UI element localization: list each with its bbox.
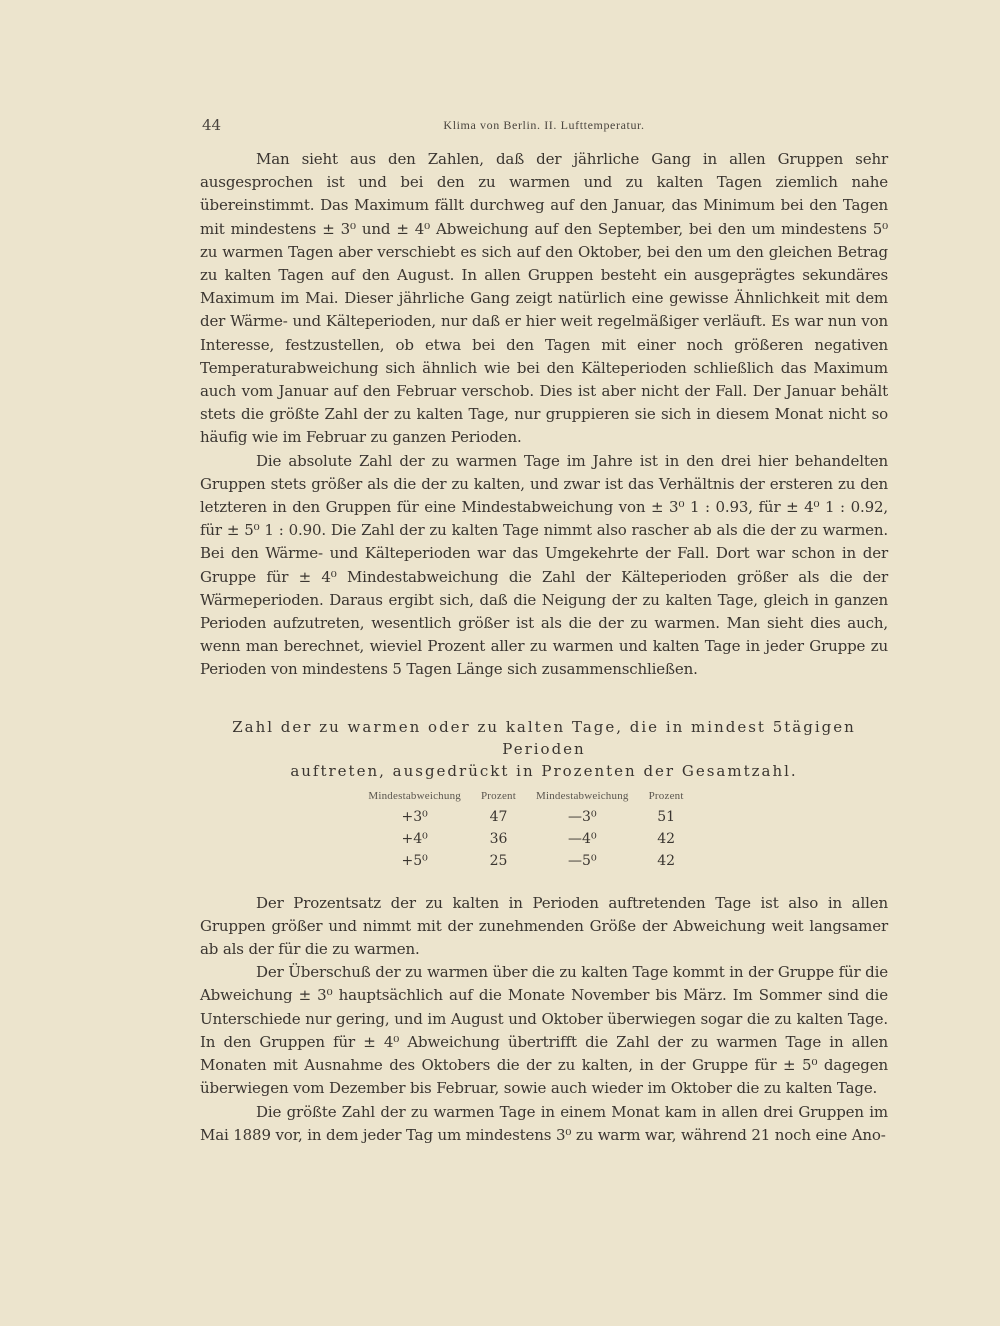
body-text [200,148,888,1147]
column-header: Mindestabweichung [536,789,629,802]
page-number: 44 [202,116,222,134]
paragraph: Der Prozentsatz der zu kalten in Perioden auftretenden Tage ist also in allen Gruppen größer und nimmt mit der zunehmenden Größe der Abweichung weit langsamer ab als der für die zu warmen. [200,893,888,959]
column-header: Mindestabweichung [368,789,461,802]
table-caption [200,716,888,782]
table-row [358,806,693,828]
paragraph: Man sieht aus den Zahlen, daß der jährliche Gang in allen Gruppen sehr ausgesprochen ist und bei den zu warmen und zu kalten Tagen ziemlich nahe übereinstimmt. Das Maximum fällt durchweg auf den Januar, das Minimum bei den Tagen mit mindestens ± 3⁰ und ± 4⁰ Abweichung auf den September, bei den um mindestens 5⁰ zu warmen Tagen aber verschiebt es sich auf den Oktober, bei den um den gleichen Betrag zu kalten Tagen auf den August. In allen Gruppen besteht ein ausgeprägtes sekundäres Maximum im Mai. Dieser jährliche Gang zeigt natürlich eine gewisse Ähnlichkeit mit dem der Wärme- und Kälteperioden, nur daß er hier weit regelmäßiger verläuft. Es war nun von Interesse, festzustellen, ob etwa bei den Tagen mit einer noch größeren negativen Temperaturabweichung sich ähnlich wie bei den Kälteperioden schließlich das Maximum auch vom Januar auf den Februar verschob. Dies ist aber nicht der Fall. Der Januar behält stets die größte Zahl der zu kalten Tage, nur gruppieren sie sich in diesem Monat nicht so häufig wie im Februar zu ganzen Perioden. [200,150,888,447]
page-header [200,116,888,136]
table-cell: 42 [657,830,676,847]
paragraph: Die größte Zahl der zu warmen Tage in einem Monat kam in allen drei Gruppen im Mai 1889 vor, in dem jeder Tag um mindestens 3⁰ zu warm war, während 21 noch eine Ano- [200,1102,888,1144]
table-cell: 36 [489,830,508,847]
table-cell: +4⁰ [401,830,428,847]
running-title: Klima von Berlin. II. Lufttemperatur. [443,118,645,132]
table-cell: —4⁰ [568,830,597,847]
table-cell: 47 [489,808,508,825]
table-cell: +5⁰ [401,852,428,869]
table-cell: —5⁰ [568,852,597,869]
table-row [358,850,693,872]
table-cell: 25 [489,852,508,869]
table-cell: 51 [657,808,676,825]
bottom-paragraphs [200,892,888,1147]
table-cell: —3⁰ [568,808,597,825]
paragraph: Die absolute Zahl der zu warmen Tage im Jahre ist in den drei hier behandelten Gruppen stets größer als die der zu kalten, und zwar ist das Verhältnis der ersteren zu den letzteren in den Gruppen für eine Mindestabweichung von ± 3⁰ 1 : 0.93, für ± 4⁰ 1 : 0.92, für ± 5⁰ 1 : 0.90. Die Zahl der zu kalten Tage nimmt also rascher ab als die der zu warmen. Bei den Wärme- und Kälteperioden war das Umgekehrte der Fall. Dort war schon in der Gruppe für ± 4⁰ Mindestabweichung die Zahl der Kälteperioden größer als die der Wärmeperioden. Daraus ergibt sich, daß die Neigung der zu kalten Tage, gleich in ganzen Perioden aufzutreten, wesentlich größer ist als die der zu warmen. Man sieht dies auch, wenn man berechnet, wieviel Prozent aller zu warmen und kalten Tage in jeder Gruppe zu Perioden von mindestens 5 Tagen Länge sich zusammenschließen. [200,451,888,679]
table-caption-line: Zahl der zu warmen oder zu kalten Tage, die in mindest 5tägigen Perioden [232,717,856,758]
percentage-table [358,790,693,872]
paragraph: Der Überschuß der zu warmen über die zu kalten Tage kommt in der Gruppe für die Abweichung ± 3⁰ hauptsächlich auf die Monate November bis März. Im Sommer sind die Unterschiede nur gering, und im August und Oktober überwiegen sogar die zu kalten Tage. In den Gruppen für ± 4⁰ Abweichung übertrifft die Zahl der zu warmen Tage in allen Monaten mit Ausnahme des Oktobers die der zu kalten, in der Gruppe für ± 5⁰ dagegen überwiegen vom Dezember bis Februar, sowie auch wieder im Oktober die zu kalten Tage. [200,963,888,1098]
table-cell: +3⁰ [401,808,428,825]
column-header: Prozent [648,789,684,802]
column-header: Prozent [480,789,516,802]
table-cell: 42 [657,852,676,869]
table-row [358,828,693,850]
table-caption-line: auftreten, ausgedrückt in Prozenten der Gesamtzahl. [290,761,798,780]
table-header-row [358,790,693,806]
